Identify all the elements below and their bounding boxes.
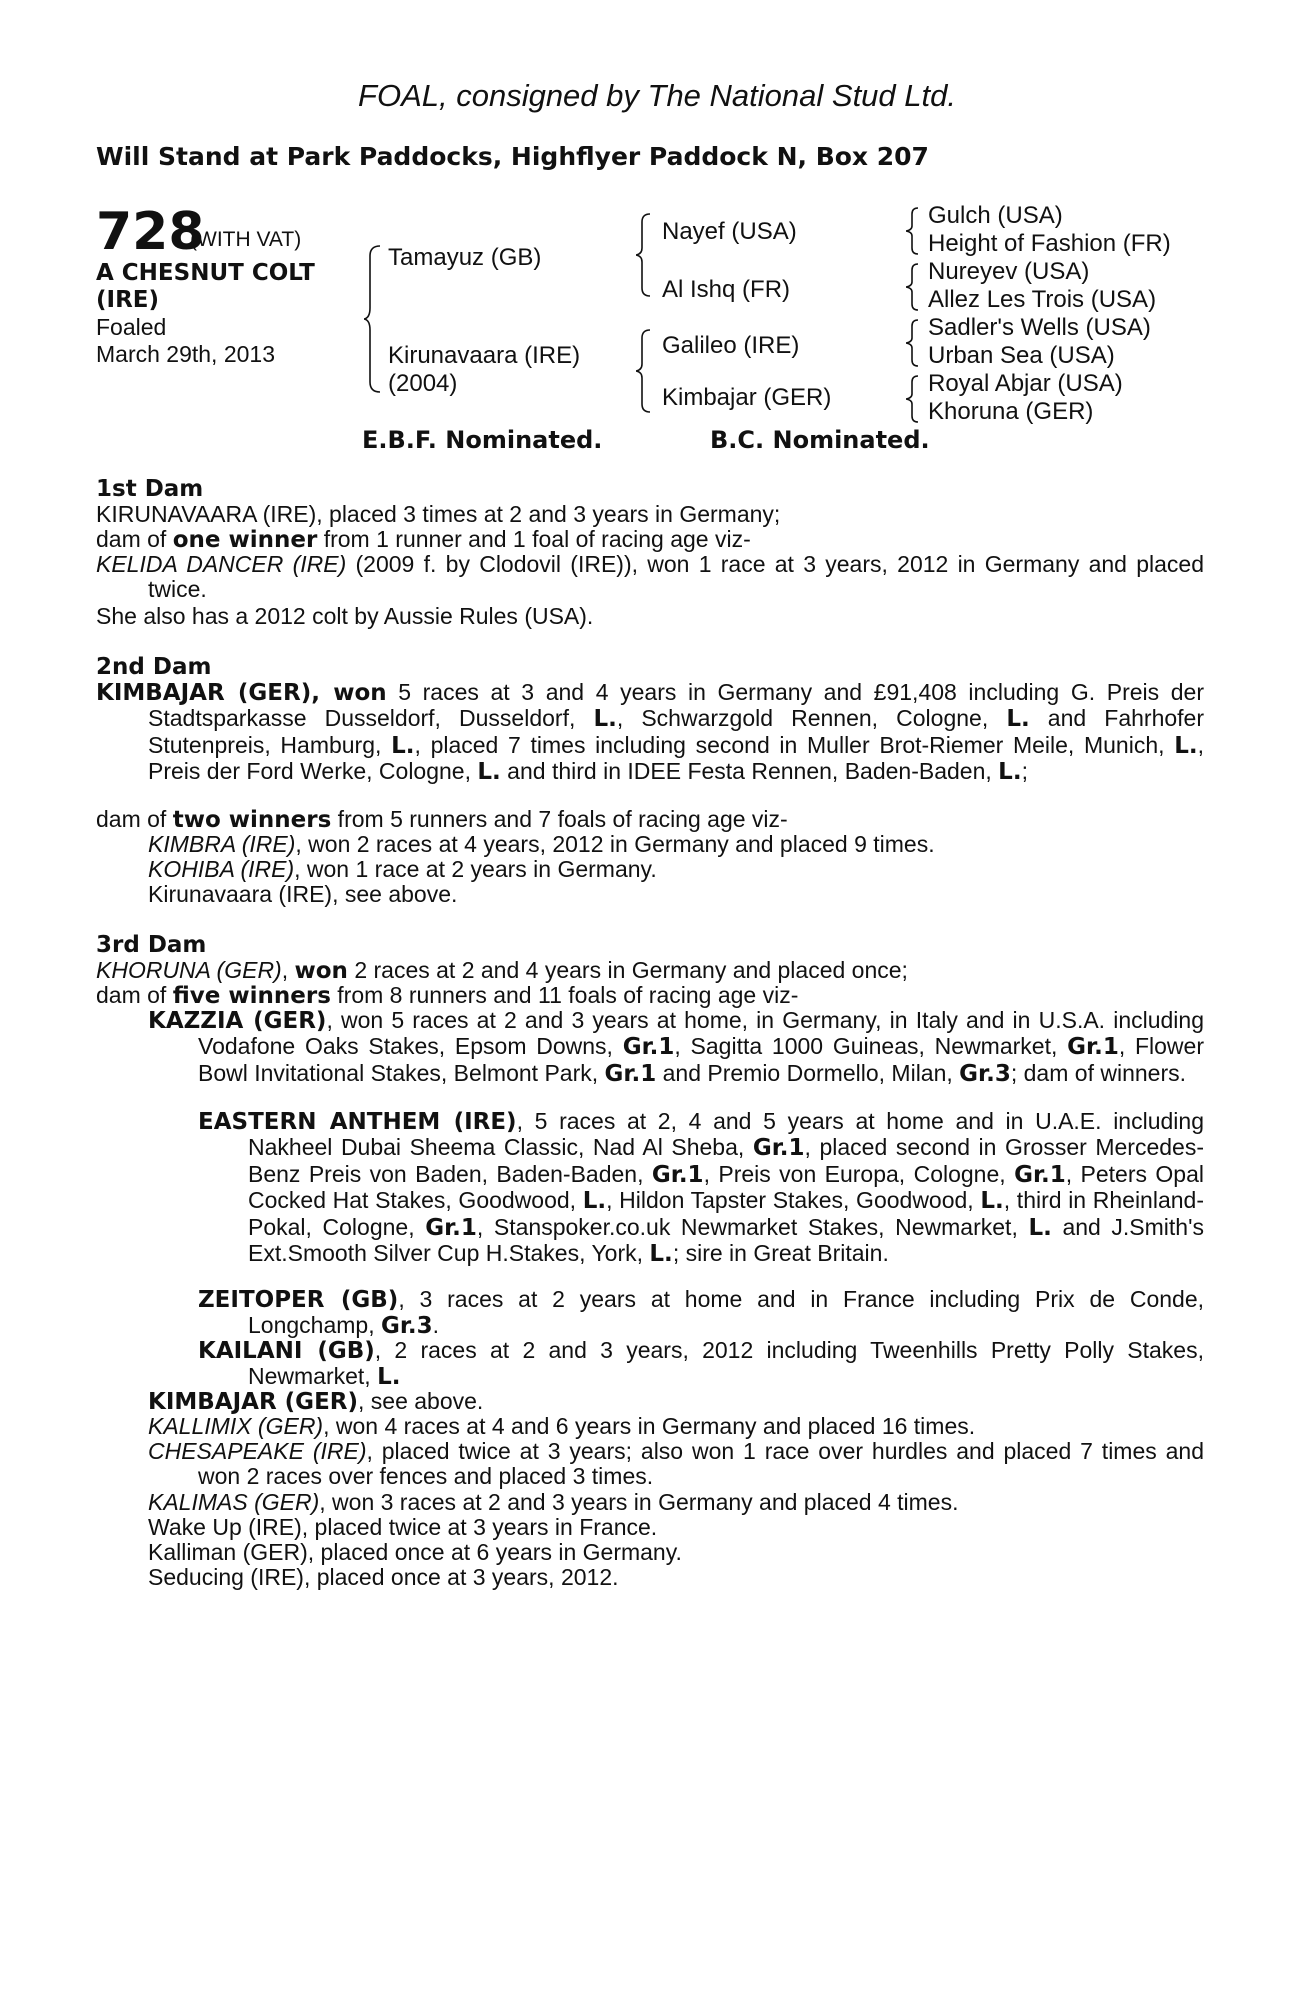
- gg-8: Khoruna (GER): [928, 398, 1094, 425]
- first-dam-title: 1st Dam: [96, 476, 204, 502]
- lot-description: A CHESNUT COLT: [96, 260, 315, 286]
- progeny-eastern-anthem: EASTERN ANTHEM (IRE), 5 races at 2, 4 and 5 years at home and in U.A.E. including Nakheel Dubai Sheema Classic, Nad Al Sheba, Gr.1, placed second in Grosser Mercedes-Benz Preis von Baden, Baden-Baden, Gr.1, Preis von Europa, Cologne, Gr.1, Peters Opal Cocked Hat Stakes, Goodwood, L., Hildon Tapster Stakes, Goodwood, L., third in Rheinland-Pokal, Cologne, Gr.1, Stanspoker.co.uk Newmarket Stakes, Newmarket, L. and J.Smith's Ext.Smooth Silver Cup H.Stakes, York, L.; sire in Great Britain.: [198, 1108, 1204, 1268]
- progeny-kalliman: Kalliman (GER), placed once at 6 years in Germany.: [148, 1539, 682, 1565]
- gg-1: Gulch (USA): [928, 202, 1063, 229]
- first-dam-produce-summary: dam of one winner from 1 runner and 1 foal of racing age viz-: [96, 526, 751, 553]
- pedigree-brace-main: [364, 244, 384, 394]
- dam-dam: Kimbajar (GER): [662, 384, 832, 411]
- second-dam-record: KIMBAJAR (GER), won 5 races at 3 and 4 years in Germany and £91,408 including G. Preis der Stadtsparkasse Dusseldorf, Dusseldorf, L., Schwarzgold Rennen, Cologne, L. and Fahrhofer Stutenpreis, Hamburg, L., placed 7 times including second in Muller Brot-Riemer Meile, Munich, L., Preis der Ford Werke, Cologne, L. and third in IDEE Festa Rennen, Baden-Baden, L.;: [96, 679, 1204, 786]
- dam: Kirunavaara (IRE): [388, 342, 581, 369]
- foaled-date: March 29th, 2013: [96, 341, 276, 367]
- pedigree-brace-g2: [906, 262, 922, 312]
- gg-3: Nureyev (USA): [928, 258, 1090, 285]
- first-dam-progeny: KELIDA DANCER (IRE) (2009 f. by Clodovil (IRE)), won 1 race at 3 years, 2012 in Germany and placed twice.: [96, 551, 1204, 603]
- pedigree-brace-g1: [906, 206, 922, 256]
- third-dam-record: KHORUNA (GER), won 2 races at 2 and 4 years in Germany and placed once;: [96, 957, 908, 984]
- third-dam-produce-summary: dam of five winners from 8 runners and 11 foals of racing age viz-: [96, 982, 799, 1009]
- progeny-wake-up: Wake Up (IRE), placed twice at 3 years in France.: [148, 1514, 658, 1540]
- gg-4: Allez Les Trois (USA): [928, 286, 1157, 313]
- foaled-label: Foaled: [96, 314, 167, 340]
- progeny-kalimas: KALIMAS (GER), won 3 races at 2 and 3 years in Germany and placed 4 times.: [148, 1489, 959, 1515]
- dam-sire: Galileo (IRE): [662, 332, 800, 359]
- progeny-kallimix: KALLIMIX (GER), won 4 races at 4 and 6 years in Germany and placed 16 times.: [148, 1413, 976, 1439]
- progeny-kimbajar: KIMBAJAR (GER), see above.: [148, 1388, 484, 1415]
- dam-year: (2004): [388, 370, 458, 397]
- sire-sire: Nayef (USA): [662, 218, 797, 245]
- second-dam-progeny-3: Kirunavaara (IRE), see above.: [148, 881, 458, 907]
- progeny-zeitoper: ZEITOPER (GB), 3 races at 2 years at home and in France including Prix de Conde, Longchamp, Gr.3.: [198, 1286, 1204, 1340]
- lot-number: 728: [96, 202, 205, 262]
- page-title: FOAL, consigned by The National Stud Ltd.: [358, 78, 956, 113]
- second-dam-title: 2nd Dam: [96, 654, 212, 680]
- vat-note: (WITH VAT): [190, 228, 302, 251]
- first-dam-line: KIRUNAVAARA (IRE), placed 3 times at 2 and 3 years in Germany;: [96, 501, 781, 527]
- gg-2: Height of Fashion (FR): [928, 230, 1171, 257]
- gg-5: Sadler's Wells (USA): [928, 314, 1151, 341]
- second-dam-progeny-2: KOHIBA (IRE), won 1 race at 2 years in Germany.: [148, 856, 657, 882]
- pedigree-brace-g4: [906, 374, 922, 424]
- gg-6: Urban Sea (USA): [928, 342, 1115, 369]
- lot-origin: (IRE): [96, 287, 160, 313]
- progeny-kazzia: KAZZIA (GER), won 5 races at 2 and 3 years at home, in Germany, in Italy and in U.S.A. including Vodafone Oaks Stakes, Epsom Downs, Gr.1, Sagitta 1000 Guineas, Newmarket, Gr.1, Flower Bowl Invitational Stakes, Belmont Park, Gr.1 and Premio Dormello, Milan, Gr.3; dam of winners.: [148, 1007, 1205, 1087]
- sire: Tamayuz (GB): [388, 244, 542, 271]
- second-dam-progeny-1: KIMBRA (IRE), won 2 races at 4 years, 2012 in Germany and placed 9 times.: [148, 831, 935, 857]
- bc-nominated: B.C. Nominated.: [710, 426, 930, 454]
- progeny-chesapeake: CHESAPEAKE (IRE), placed twice at 3 years; also won 1 race over hurdles and placed 7 times and won 2 races over fences and placed 3 times.: [148, 1438, 1204, 1490]
- third-dam-title: 3rd Dam: [96, 932, 207, 958]
- ebf-nominated: E.B.F. Nominated.: [362, 426, 603, 454]
- pedigree-brace-sire: [636, 212, 654, 298]
- sire-dam: Al Ishq (FR): [662, 276, 791, 303]
- stand-location: Will Stand at Park Paddocks, Highflyer Paddock N, Box 207: [96, 142, 929, 171]
- second-dam-produce-summary: dam of two winners from 5 runners and 7 foals of racing age viz-: [96, 806, 788, 833]
- pedigree-brace-dam: [636, 328, 654, 414]
- pedigree-brace-g3: [906, 318, 922, 368]
- progeny-kailani: KAILANI (GB), 2 races at 2 and 3 years, 2012 including Tweenhills Pretty Polly Stakes, Newmarket, L.: [198, 1337, 1204, 1391]
- progeny-seducing: Seducing (IRE), placed once at 3 years, 2012.: [148, 1564, 619, 1590]
- gg-7: Royal Abjar (USA): [928, 370, 1123, 397]
- first-dam-note: She also has a 2012 colt by Aussie Rules (USA).: [96, 603, 594, 629]
